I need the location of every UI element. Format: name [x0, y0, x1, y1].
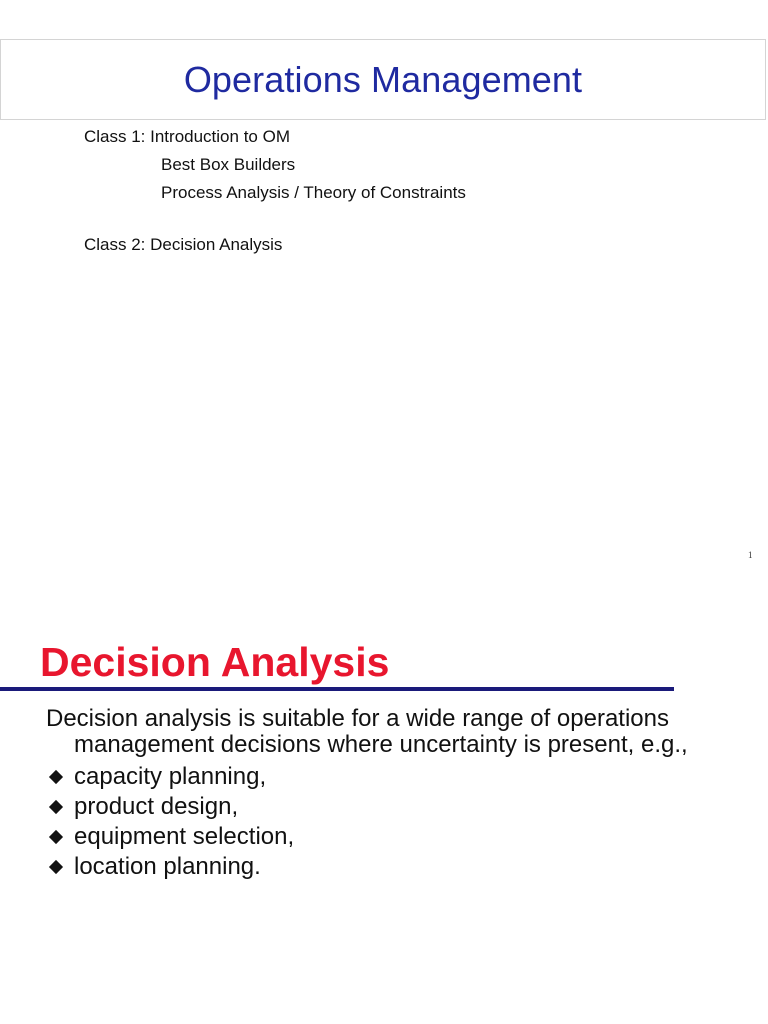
agenda-item-process-analysis: Process Analysis / Theory of Constraints — [161, 183, 466, 202]
bullet-list — [46, 762, 746, 882]
diamond-bullet-icon — [49, 800, 63, 814]
bullet-item — [46, 822, 746, 852]
diamond-bullet-icon — [49, 830, 63, 844]
slide-title: Operations Management — [183, 58, 583, 100]
agenda-item-best-box-builders: Best Box Builders — [161, 155, 296, 174]
slide-body — [46, 706, 746, 882]
heading-rule — [0, 687, 674, 691]
agenda-item-class-1: Class 1: Introduction to OM — [84, 127, 290, 146]
bullet-text: equipment selection, — [74, 823, 295, 850]
title-box — [0, 39, 766, 120]
diamond-bullet-icon — [49, 770, 63, 784]
intro-paragraph: Decision analysis is suitable for a wide range of operations management decisions where uncertainty is present, e.g., — [46, 705, 688, 758]
bullet-item — [46, 852, 746, 882]
bullet-item — [46, 762, 746, 792]
bullet-text: product design, — [74, 793, 239, 820]
bullet-item — [46, 792, 746, 822]
agenda-item-class-2: Class 2: Decision Analysis — [84, 235, 283, 254]
bullet-text: location planning. — [74, 853, 261, 880]
bullet-text: capacity planning, — [74, 763, 267, 790]
diamond-bullet-icon — [49, 860, 63, 874]
slide-2 — [0, 580, 768, 1024]
page-number: 1 — [748, 550, 753, 560]
slide-heading: Decision Analysis — [40, 639, 390, 685]
